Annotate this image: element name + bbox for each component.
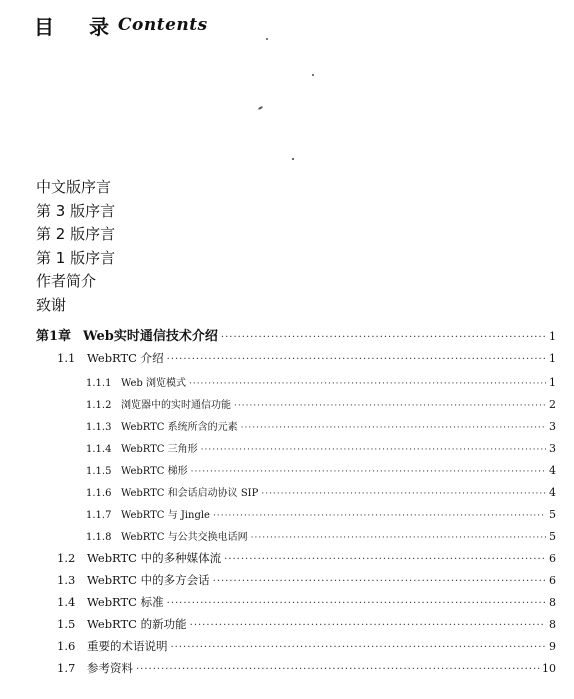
toc-page-number: 9 [549, 640, 556, 653]
toc-title: 参考资料 [87, 661, 133, 675]
toc-page-number: 5 [549, 508, 556, 521]
toc-leader-dots [251, 533, 546, 543]
toc-section-row[interactable] [57, 350, 556, 366]
toc-section-row[interactable] [57, 550, 556, 566]
toc-subsection-row[interactable] [86, 418, 556, 433]
toc-number: 1.6 [57, 639, 76, 653]
toc-leader-dots [221, 332, 546, 343]
scan-speck [292, 158, 294, 160]
toc-header [34, 10, 208, 40]
toc-title: WebRTC 三角形 [121, 444, 198, 455]
toc-title: Web 浏览模式 [121, 378, 186, 389]
toc-title: WebRTC 梯形 [121, 466, 188, 477]
toc-chapter-row[interactable] [36, 325, 556, 344]
toc-page-number: 4 [549, 486, 556, 499]
toc-number: 1.1.3 [86, 422, 112, 433]
toc-subsection-row[interactable] [86, 528, 556, 543]
toc-page-number: 8 [549, 618, 556, 631]
scan-speck [258, 106, 263, 110]
toc-page-number: 4 [549, 464, 556, 477]
title-char-left: 目 [34, 14, 55, 39]
toc-leader-dots [201, 445, 546, 455]
toc-subsection-row[interactable] [86, 506, 556, 521]
toc-leader-dots [191, 467, 546, 477]
toc-page-number: 1 [549, 352, 556, 365]
toc-title: WebRTC 介绍 [87, 351, 164, 365]
front-matter-list [36, 176, 115, 317]
toc-number: 1.1.8 [86, 532, 112, 543]
toc-leader-dots [241, 423, 546, 433]
toc-number: 1.1.5 [86, 466, 112, 477]
toc-title: WebRTC 中的多方会话 [87, 573, 210, 587]
toc-number: 1.1 [57, 351, 76, 365]
toc-page-number: 8 [549, 596, 556, 609]
front-matter-item[interactable]: 致谢 [36, 295, 67, 314]
toc-subsection-row[interactable] [86, 396, 556, 411]
toc-page-number: 6 [549, 552, 556, 565]
toc-leader-dots [213, 576, 546, 587]
toc-section-row[interactable] [57, 572, 556, 588]
toc-leader-dots [167, 354, 546, 365]
toc-leader-dots [136, 664, 540, 675]
toc-title: WebRTC 和会话启动协议 SIP [121, 488, 259, 499]
toc-title: WebRTC 的新功能 [87, 617, 187, 631]
toc-title: WebRTC 与 Jingle [121, 510, 210, 521]
toc-page-number: 6 [549, 574, 556, 587]
front-matter-item[interactable]: 作者简介 [36, 272, 97, 290]
scan-speck [312, 74, 314, 76]
toc-title: WebRTC 与公共交换电话网 [121, 532, 248, 543]
toc-number: 1.5 [57, 617, 76, 631]
toc-title: WebRTC 中的多种媒体流 [87, 551, 222, 565]
front-matter-item[interactable]: 第 3 版序言 [36, 201, 116, 220]
toc-title: 浏览器中的实时通信功能 [121, 400, 231, 411]
toc-title: WebRTC 标准 [87, 595, 164, 609]
toc-title: WebRTC 系统所含的元素 [121, 422, 238, 433]
toc-leader-dots [213, 511, 546, 521]
toc-number: 1.3 [57, 573, 76, 587]
toc-number: 1.1.6 [86, 488, 112, 499]
toc-page-number: 10 [542, 662, 556, 675]
toc-section-row[interactable] [57, 660, 556, 676]
toc-number: 1.1.7 [86, 510, 112, 521]
toc-page-number: 5 [549, 530, 556, 543]
toc-page-number: 3 [549, 442, 556, 455]
toc-subsection-row[interactable] [86, 462, 556, 477]
toc-leader-dots [261, 489, 546, 499]
toc-number: 1.4 [57, 595, 76, 609]
page-subtitle: Contents [118, 15, 208, 35]
toc-leader-dots [189, 379, 546, 389]
toc-number: 1.1.1 [86, 378, 112, 389]
toc-page-number: 1 [549, 330, 556, 343]
toc-title: 重要的术语说明 [87, 639, 168, 653]
toc-section-row[interactable] [57, 638, 556, 654]
toc-section-row[interactable] [57, 616, 556, 632]
toc-number: 1.1.4 [86, 444, 112, 455]
title-char-right: 录 [89, 14, 110, 39]
toc-page-number: 3 [549, 420, 556, 433]
toc-subsection-row[interactable] [86, 440, 556, 455]
toc-leader-dots [234, 401, 546, 411]
toc-title: Web实时通信技术介绍 [83, 329, 218, 344]
front-matter-item[interactable]: 中文版序言 [36, 178, 112, 196]
front-matter-item[interactable]: 第 1 版序言 [36, 248, 116, 267]
toc-leader-dots [190, 620, 546, 631]
toc-leader-dots [167, 598, 546, 609]
page-title [34, 11, 110, 40]
toc-number: 第1章 [36, 329, 72, 344]
toc-subsection-row[interactable] [86, 484, 556, 499]
toc-section-row[interactable] [57, 594, 556, 610]
toc-page-number: 1 [549, 376, 556, 389]
toc-number: 1.1.2 [86, 400, 112, 411]
toc-page-number: 2 [549, 398, 556, 411]
toc-subsection-row[interactable] [86, 374, 556, 389]
scan-speck [266, 38, 268, 40]
toc-number: 1.2 [57, 551, 76, 565]
front-matter-item[interactable]: 第 2 版序言 [36, 225, 116, 243]
toc-leader-dots [171, 642, 547, 653]
toc-number: 1.7 [57, 661, 76, 675]
toc-leader-dots [224, 554, 546, 565]
